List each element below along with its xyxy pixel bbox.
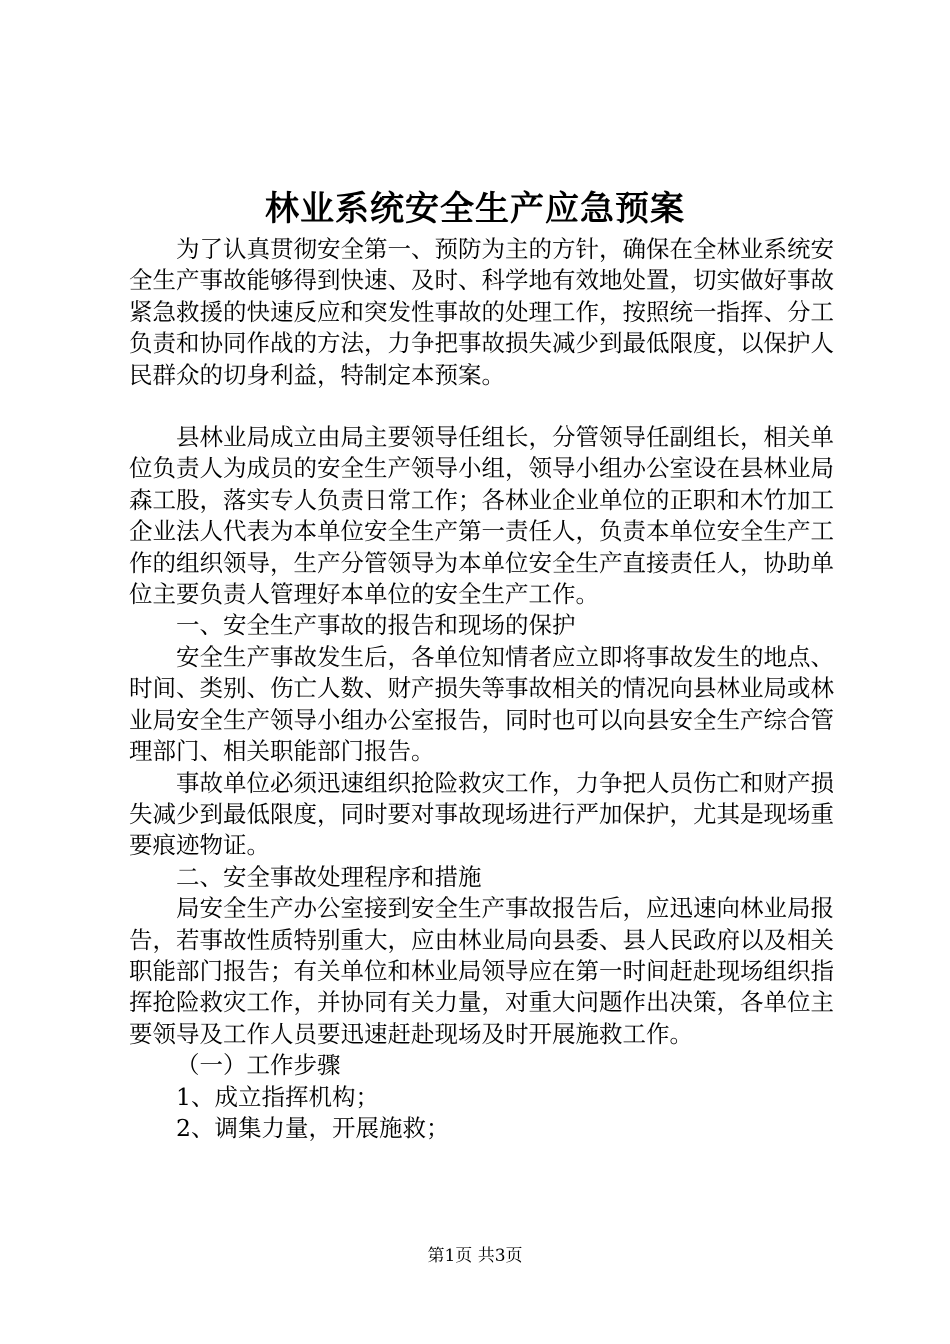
paragraph-intro: 为了认真贯彻安全第一、预防为主的方针，确保在全林业系统安全生产事故能够得到快速、及时、科学地有效地处置，切实做好事故紧急救援的快速反应和突发性事故的处理工作，按照统一指挥、分工负责和协同作战的方法，力争把事故损失减少到最低限度，以保护人民群众的切身利益，特制定本预案。 xyxy=(129,235,834,389)
paragraph-procedure: 局安全生产办公室接到安全生产事故报告后，应迅速向林业局报告，若事故性质特别重大，应由林业局向县委、县人民政府以及相关职能部门报告；有关单位和林业局领导应在第一时间赶赴现场组织指挥抢险救灾工作，并协同有关力量，对重大问题作出决策，各单位主要领导及工作人员要迅速赶赴现场及时开展施救工作。 xyxy=(129,894,834,1048)
paragraph-organization: 县林业局成立由局主要领导任组长，分管领导任副组长，相关单位负责人为成员的安全生产领导小组，领导小组办公室设在县林业局森工股，落实专人负责日常工作；各林业企业单位的正职和木竹加工企业法人代表为本单位安全生产第一责任人，负责本单位安全生产工作的组织领导，生产分管领导为本单位安全生产直接责任人，协助单位主要负责人管理好本单位的安全生产工作。 xyxy=(129,423,834,609)
page-number-footer: 第1页 共3页 xyxy=(427,1246,523,1266)
paragraph-report: 安全生产事故发生后，各单位知情者应立即将事故发生的地点、时间、类别、伤亡人数、财产损失等事故相关的情况向县林业局或林业局安全生产领导小组办公室报告，同时也可以向县安全生产综合管理部门、相关职能部门报告。 xyxy=(129,642,834,766)
list-item-step-2: 2、调集力量，开展施救； xyxy=(176,1113,450,1142)
document-body xyxy=(129,234,834,1144)
list-item-step-1: 1、成立指挥机构； xyxy=(176,1082,379,1111)
section-heading-report: 一、安全生产事故的报告和现场的保护 xyxy=(176,611,576,640)
section-heading-procedure: 二、安全事故处理程序和措施 xyxy=(176,862,482,891)
subsection-heading-steps: （一）工作步骤 xyxy=(176,1051,341,1080)
paragraph-rescue: 事故单位必须迅速组织抢险救灾工作，力争把人员伤亡和财产损失减少到最低限度，同时要对事故现场进行严加保护，尤其是现场重要痕迹物证。 xyxy=(129,768,834,860)
document-title: 林业系统安全生产应急预案 xyxy=(265,189,685,229)
